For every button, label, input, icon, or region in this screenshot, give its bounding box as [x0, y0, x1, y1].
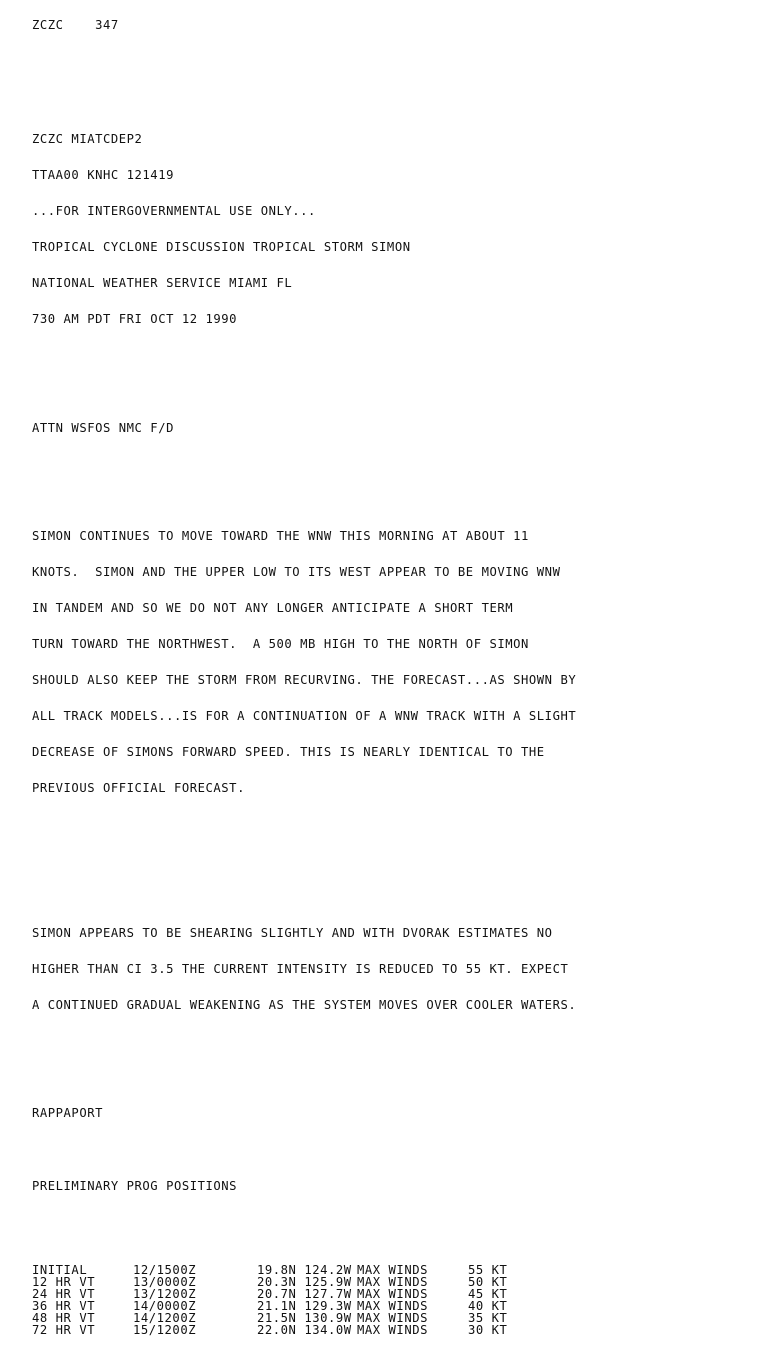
header-line: NATIONAL WEATHER SERVICE MIAMI FL — [32, 276, 293, 290]
max-winds-value: 50 KT — [468, 1275, 508, 1289]
storm-position: 21.5N 130.9W — [257, 1311, 352, 1325]
paragraph-line: ALL TRACK MODELS...IS FOR A CONTINUATION OF A WNW TRACK WITH A SLIGHT — [32, 709, 577, 723]
header-line: 730 AM PDT FRI OCT 12 1990 — [32, 312, 238, 326]
valid-time: 15/1200Z — [133, 1323, 197, 1337]
paragraph-line: PREVIOUS OFFICIAL FORECAST. — [32, 781, 245, 795]
valid-time: 14/0000Z — [133, 1299, 197, 1313]
storm-position: 20.7N 127.7W — [257, 1287, 352, 1301]
paragraph-line: IN TANDEM AND SO WE DO NOT ANY LONGER ANTICIPATE A SHORT TERM — [32, 601, 514, 615]
forecast-period: INITIAL — [32, 1263, 88, 1277]
valid-time: 13/1200Z — [133, 1287, 197, 1301]
max-winds-label: MAX WINDS — [357, 1275, 428, 1289]
prog-positions-table — [32, 1264, 528, 1336]
valid-time: 14/1200Z — [133, 1311, 197, 1325]
spacer — [32, 55, 752, 73]
teletype-document — [32, 0, 752, 1348]
table-row — [32, 1324, 528, 1336]
attention-line: ATTN WSFOS NMC F/D — [32, 420, 174, 435]
spacer — [32, 1143, 752, 1156]
header-line: ...FOR INTERGOVERNMENTAL USE ONLY... — [32, 204, 316, 218]
max-winds-label: MAX WINDS — [357, 1263, 428, 1277]
paragraph-line: TURN TOWARD THE NORTHWEST. A 500 MB HIGH TO THE NORTH OF SIMON — [32, 637, 529, 651]
valid-time: 12/1500Z — [133, 1263, 197, 1277]
header-line: TROPICAL CYCLONE DISCUSSION TROPICAL STORM SIMON — [32, 240, 411, 254]
max-winds-value: 40 KT — [468, 1299, 508, 1313]
max-winds-label: MAX WINDS — [357, 1311, 428, 1325]
max-winds-value: 30 KT — [468, 1323, 508, 1337]
max-winds-label: MAX WINDS — [357, 1323, 428, 1337]
max-winds-value: 45 KT — [468, 1287, 508, 1301]
paragraph-line: SHOULD ALSO KEEP THE STORM FROM RECURVING. THE FORECAST...AS SHOWN BY — [32, 673, 577, 687]
discussion-paragraph-2 — [32, 903, 752, 1035]
message-header — [32, 109, 752, 349]
forecast-period: 12 HR VT — [32, 1275, 96, 1289]
paragraph-line: HIGHER THAN CI 3.5 THE CURRENT INTENSITY IS REDUCED TO 55 KT. EXPECT — [32, 961, 569, 976]
storm-position: 21.1N 129.3W — [257, 1299, 352, 1313]
forecast-period: 36 HR VT — [32, 1299, 96, 1313]
forecast-period: 72 HR VT — [32, 1323, 96, 1337]
paragraph-line: SIMON APPEARS TO BE SHEARING SLIGHTLY AND WITH DVORAK ESTIMATES NO — [32, 925, 553, 940]
spacer — [32, 854, 752, 867]
spacer — [32, 458, 752, 471]
header-line: ZCZC MIATCDEP2 — [32, 132, 143, 146]
max-winds-label: MAX WINDS — [357, 1287, 428, 1301]
paragraph-line: SIMON CONTINUES TO MOVE TOWARD THE WNW THIS MORNING AT ABOUT 11 — [32, 529, 529, 543]
header-line: TTAA00 KNHC 121419 — [32, 168, 174, 182]
max-winds-value: 35 KT — [468, 1311, 508, 1325]
valid-time: 13/0000Z — [133, 1275, 197, 1289]
storm-position: 20.3N 125.9W — [257, 1275, 352, 1289]
discussion-paragraph-1 — [32, 506, 752, 818]
max-winds-value: 55 KT — [468, 1263, 508, 1277]
paragraph-line: DECREASE OF SIMONS FORWARD SPEED. THIS IS NEARLY IDENTICAL TO THE — [32, 745, 545, 759]
paragraph-line: KNOTS. SIMON AND THE UPPER LOW TO ITS WEST APPEAR TO BE MOVING WNW — [32, 565, 561, 579]
forecast-period: 48 HR VT — [32, 1311, 96, 1325]
spacer — [32, 1216, 752, 1229]
storm-position: 19.8N 124.2W — [257, 1263, 352, 1277]
max-winds-label: MAX WINDS — [357, 1299, 428, 1313]
spacer — [32, 385, 752, 398]
forecast-period: 24 HR VT — [32, 1287, 96, 1301]
storm-position: 22.0N 134.0W — [257, 1323, 352, 1337]
transmission-marker: ZCZC 347 — [32, 18, 119, 32]
spacer — [32, 1071, 752, 1084]
paragraph-line: A CONTINUED GRADUAL WEAKENING AS THE SYSTEM MOVES OVER COOLER WATERS. — [32, 997, 577, 1012]
forecaster-signature: RAPPAPORT — [32, 1106, 103, 1120]
prog-positions-title: PRELIMINARY PROG POSITIONS — [32, 1178, 238, 1193]
